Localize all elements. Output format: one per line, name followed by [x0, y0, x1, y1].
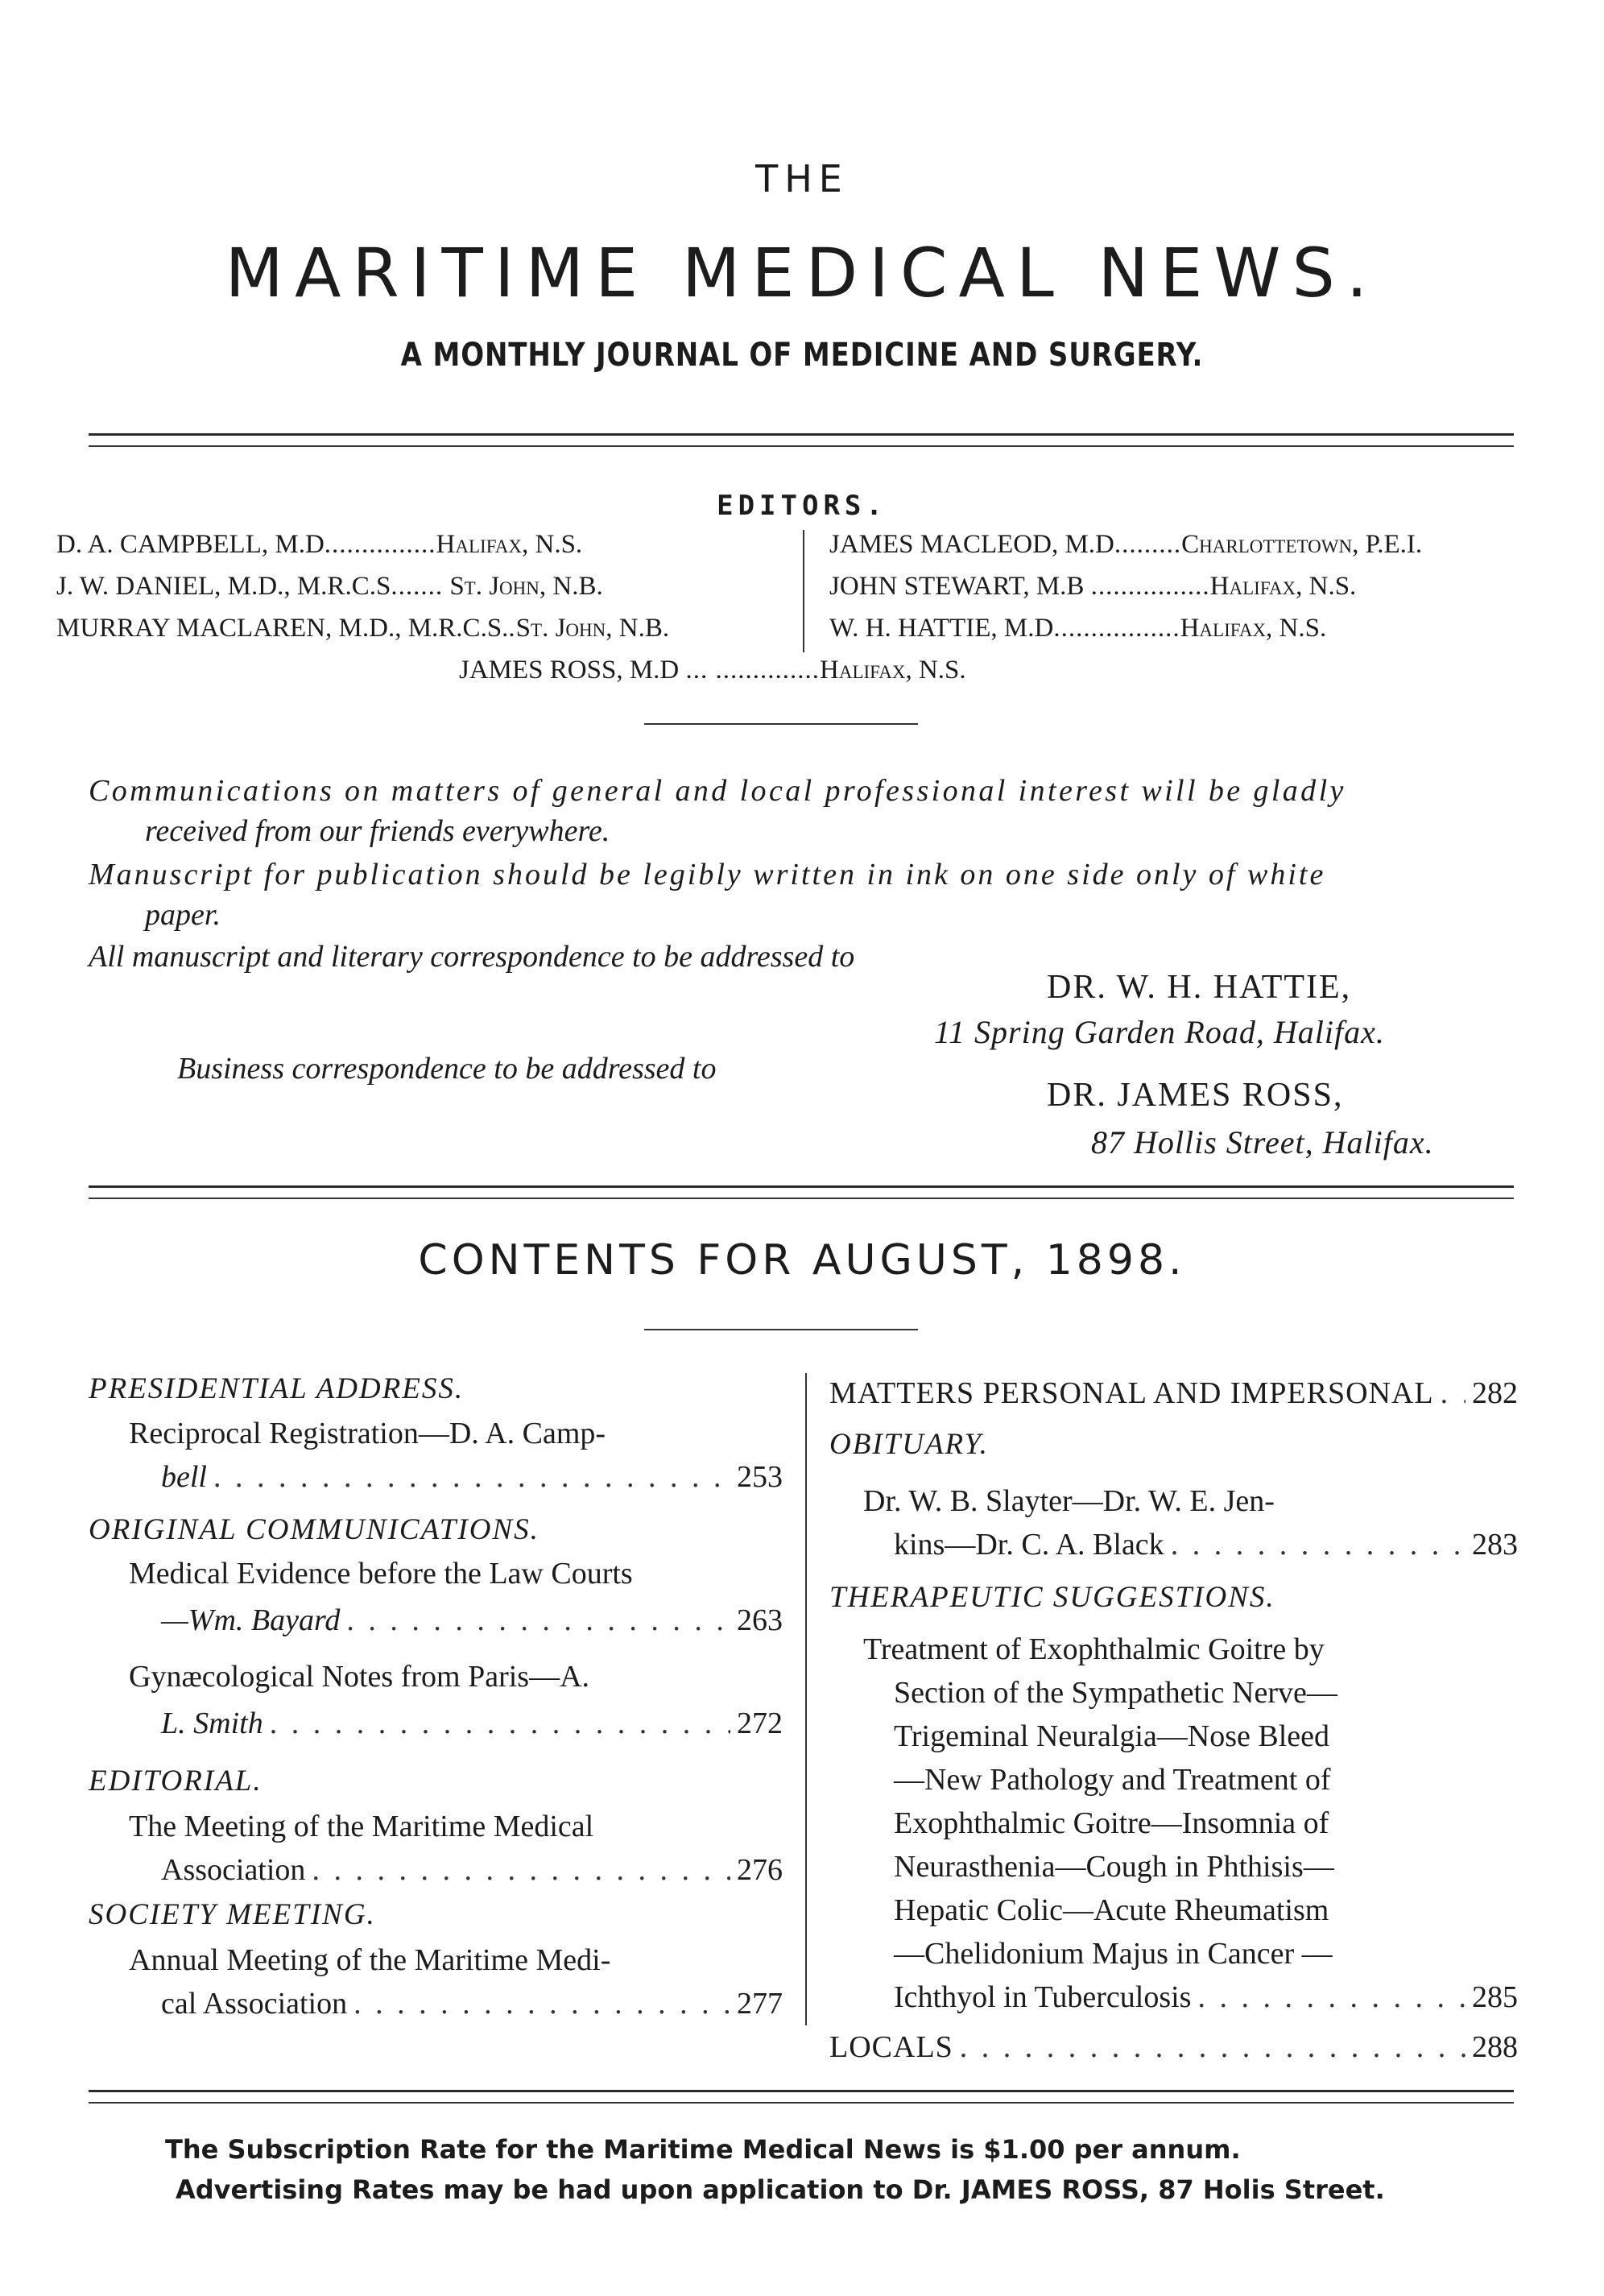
editor-place: Halifax, N.S. — [436, 530, 583, 559]
manuscript-line: Manuscript for publication should be legibly written in ink on one side only of white — [89, 858, 1326, 892]
contents-entry[interactable] — [161, 1852, 783, 1888]
business-line: Business correspondence to be addressed to — [177, 1052, 717, 1086]
dot-leader — [1171, 1527, 1466, 1562]
manuscript-address-line: All manuscript and literary correspondence to be addressed to — [89, 940, 855, 974]
contents-entry-text: Trigeminal Neuralgia—Nose Bleed — [894, 1719, 1330, 1753]
contents-entry-text: Treatment of Exophthalmic Goitre by — [863, 1632, 1325, 1666]
dot-leader — [312, 1852, 730, 1888]
section-heading: SOCIETY MEETING. — [89, 1898, 376, 1931]
mid-double-rule-b — [89, 1198, 1514, 1199]
editor-address-street: 11 Spring Garden Road, Halifax. — [934, 1014, 1385, 1050]
page-number: 283 — [1472, 1528, 1518, 1562]
entry-author: bell — [161, 1460, 207, 1494]
editor-name: W. H. HATTIE, M.D — [829, 614, 1054, 643]
editor-name: D. A. CAMPBELL, M.D — [56, 530, 325, 559]
entry-text: cal Association — [161, 1987, 348, 2021]
editor-place: Halifax, N.S. — [1180, 614, 1327, 643]
entry-text: Association — [161, 1853, 306, 1887]
editor-name: J. W. DANIEL, M.D., M.R.C.S — [56, 572, 391, 601]
section-heading: ORIGINAL COMMUNICATIONS. — [89, 1513, 539, 1546]
editor-place: Halifax, N.S. — [820, 656, 966, 685]
dot-leader — [353, 1986, 730, 2021]
editor-dots: ................ — [1090, 572, 1210, 601]
section-heading: OBITUARY. — [829, 1428, 989, 1461]
top-double-rule-a — [89, 433, 1514, 436]
page-number: 253 — [737, 1460, 783, 1494]
editors-divider — [803, 530, 804, 652]
editor-name: MURRAY MACLAREN, M.D., M.R.C.S. — [56, 614, 509, 643]
subscription-rate: The Subscription Rate for the Maritime Medical News is $1.00 per annum. — [165, 2134, 1241, 2165]
entry-text: LOCALS — [829, 2030, 953, 2064]
page-number: 272 — [737, 1706, 783, 1740]
editor-name: JAMES ROSS, M.D — [459, 656, 680, 685]
contents-entry-text: Medical Evidence before the Law Courts — [129, 1557, 633, 1591]
short-rule — [644, 723, 918, 725]
contents-heading: CONTENTS FOR AUGUST, 1898. — [418, 1236, 1186, 1285]
page-number: 282 — [1472, 1376, 1518, 1410]
section-heading: PRESIDENTIAL ADDRESS. — [89, 1372, 465, 1405]
editors-heading: EDITORS. — [717, 490, 887, 522]
contents-entry-text: Dr. W. B. Slayter—Dr. W. E. Jen- — [863, 1484, 1275, 1518]
editor-row — [56, 530, 582, 560]
top-double-rule-b — [89, 445, 1514, 447]
editor-dots: . — [508, 614, 516, 643]
entry-text: kins—Dr. C. A. Black — [894, 1528, 1164, 1562]
editor-row — [829, 530, 1422, 560]
editor-address-name: DR. W. H. HATTIE, — [1047, 969, 1352, 1006]
editor-place: Halifax, N.S. — [1209, 572, 1357, 601]
page-number: 285 — [1472, 1980, 1518, 2014]
communications-line: received from our friends everywhere. — [145, 814, 610, 848]
editor-name: JAMES MACLEOD, M.D — [829, 530, 1114, 559]
contents-entry[interactable] — [894, 1980, 1518, 2015]
dot-leader — [1441, 1376, 1466, 1411]
editor-dots: ............... — [324, 530, 436, 559]
entry-text: Ichthyol in Tuberculosis — [894, 1980, 1192, 2014]
dot-leader — [346, 1603, 730, 1638]
contents-entry-text: Exophthalmic Goitre—Insomnia of — [894, 1806, 1329, 1840]
contents-divider — [805, 1373, 807, 2025]
editor-place: St. John, N.B. — [449, 572, 603, 601]
dot-leader — [1197, 1980, 1466, 2015]
journal-title: MARITIME MEDICAL NEWS. — [225, 234, 1379, 312]
contents-entry[interactable] — [161, 1459, 783, 1495]
contents-entry-text: Reciprocal Registration—D. A. Camp- — [129, 1417, 606, 1450]
business-address-name: DR. JAMES ROSS, — [1047, 1077, 1344, 1114]
contents-entry[interactable] — [829, 2029, 1518, 2065]
editor-row-bottom — [459, 656, 966, 685]
editor-dots: ....... — [391, 572, 444, 601]
dot-leader — [960, 2029, 1466, 2065]
journal-subtitle: A MONTHLY JOURNAL OF MEDICINE AND SURGERY. — [400, 337, 1204, 374]
mid-double-rule-a — [89, 1185, 1514, 1188]
entry-author: L. Smith — [161, 1706, 263, 1740]
contents-entry[interactable] — [161, 1603, 783, 1638]
editor-dots: ......... — [1114, 530, 1182, 559]
section-heading: EDITORIAL. — [89, 1764, 263, 1797]
manuscript-line: paper. — [145, 898, 221, 932]
entry-text: MATTERS PERSONAL AND IMPERSONAL — [829, 1376, 1434, 1410]
contents-entry-text: —New Pathology and Treatment of — [894, 1763, 1331, 1797]
bottom-double-rule-a — [89, 2090, 1514, 2092]
dot-leader — [213, 1459, 730, 1495]
contents-entry-text: Annual Meeting of the Maritime Medi- — [129, 1943, 611, 1977]
section-heading: THERAPEUTIC SUGGESTIONS. — [829, 1581, 1275, 1614]
bottom-double-rule-b — [89, 2102, 1514, 2104]
editor-name: JOHN STEWART, M.B — [829, 572, 1085, 601]
contents-entry[interactable] — [894, 1527, 1518, 1562]
contents-short-rule — [644, 1329, 918, 1330]
business-address-street: 87 Hollis Street, Halifax. — [1091, 1124, 1434, 1160]
editor-row — [56, 614, 669, 643]
contents-entry-text: Neurasthenia—Cough in Phthisis— — [894, 1850, 1334, 1884]
editor-row — [829, 572, 1356, 602]
page-number: 276 — [737, 1853, 783, 1887]
communications-line: Communications on matters of general and local professional interest will be gladly — [89, 774, 1346, 808]
editor-row — [56, 572, 603, 602]
editor-dots: ... .............. — [685, 656, 820, 685]
entry-author: —Wm. Bayard — [161, 1603, 341, 1637]
contents-entry-text: The Meeting of the Maritime Medical — [129, 1810, 594, 1843]
contents-entry-text: Gynæcological Notes from Paris—A. — [129, 1660, 590, 1694]
contents-entry-text: —Chelidonium Majus in Cancer — — [894, 1937, 1333, 1971]
editor-place: Charlottetown, P.E.I. — [1181, 530, 1423, 559]
contents-entry[interactable] — [829, 1376, 1518, 1411]
dot-leader — [270, 1706, 730, 1741]
masthead-the: THE — [755, 157, 849, 201]
editor-row — [829, 614, 1326, 643]
page-number: 288 — [1472, 2030, 1518, 2064]
contents-entry[interactable] — [161, 1986, 783, 2021]
contents-entry[interactable] — [161, 1706, 783, 1741]
page-number: 263 — [737, 1603, 783, 1637]
page-number: 277 — [737, 1987, 783, 2021]
contents-entry-text: Section of the Sympathetic Nerve— — [894, 1676, 1337, 1710]
advertising-rates: Advertising Rates may be had upon application to Dr. JAMES ROSS, 87 Holis Street. — [176, 2174, 1385, 2205]
editor-dots: ................. — [1053, 614, 1180, 643]
contents-entry-text: Hepatic Colic—Acute Rheumatism — [894, 1893, 1329, 1927]
editor-place: St. John, N.B. — [515, 614, 670, 643]
